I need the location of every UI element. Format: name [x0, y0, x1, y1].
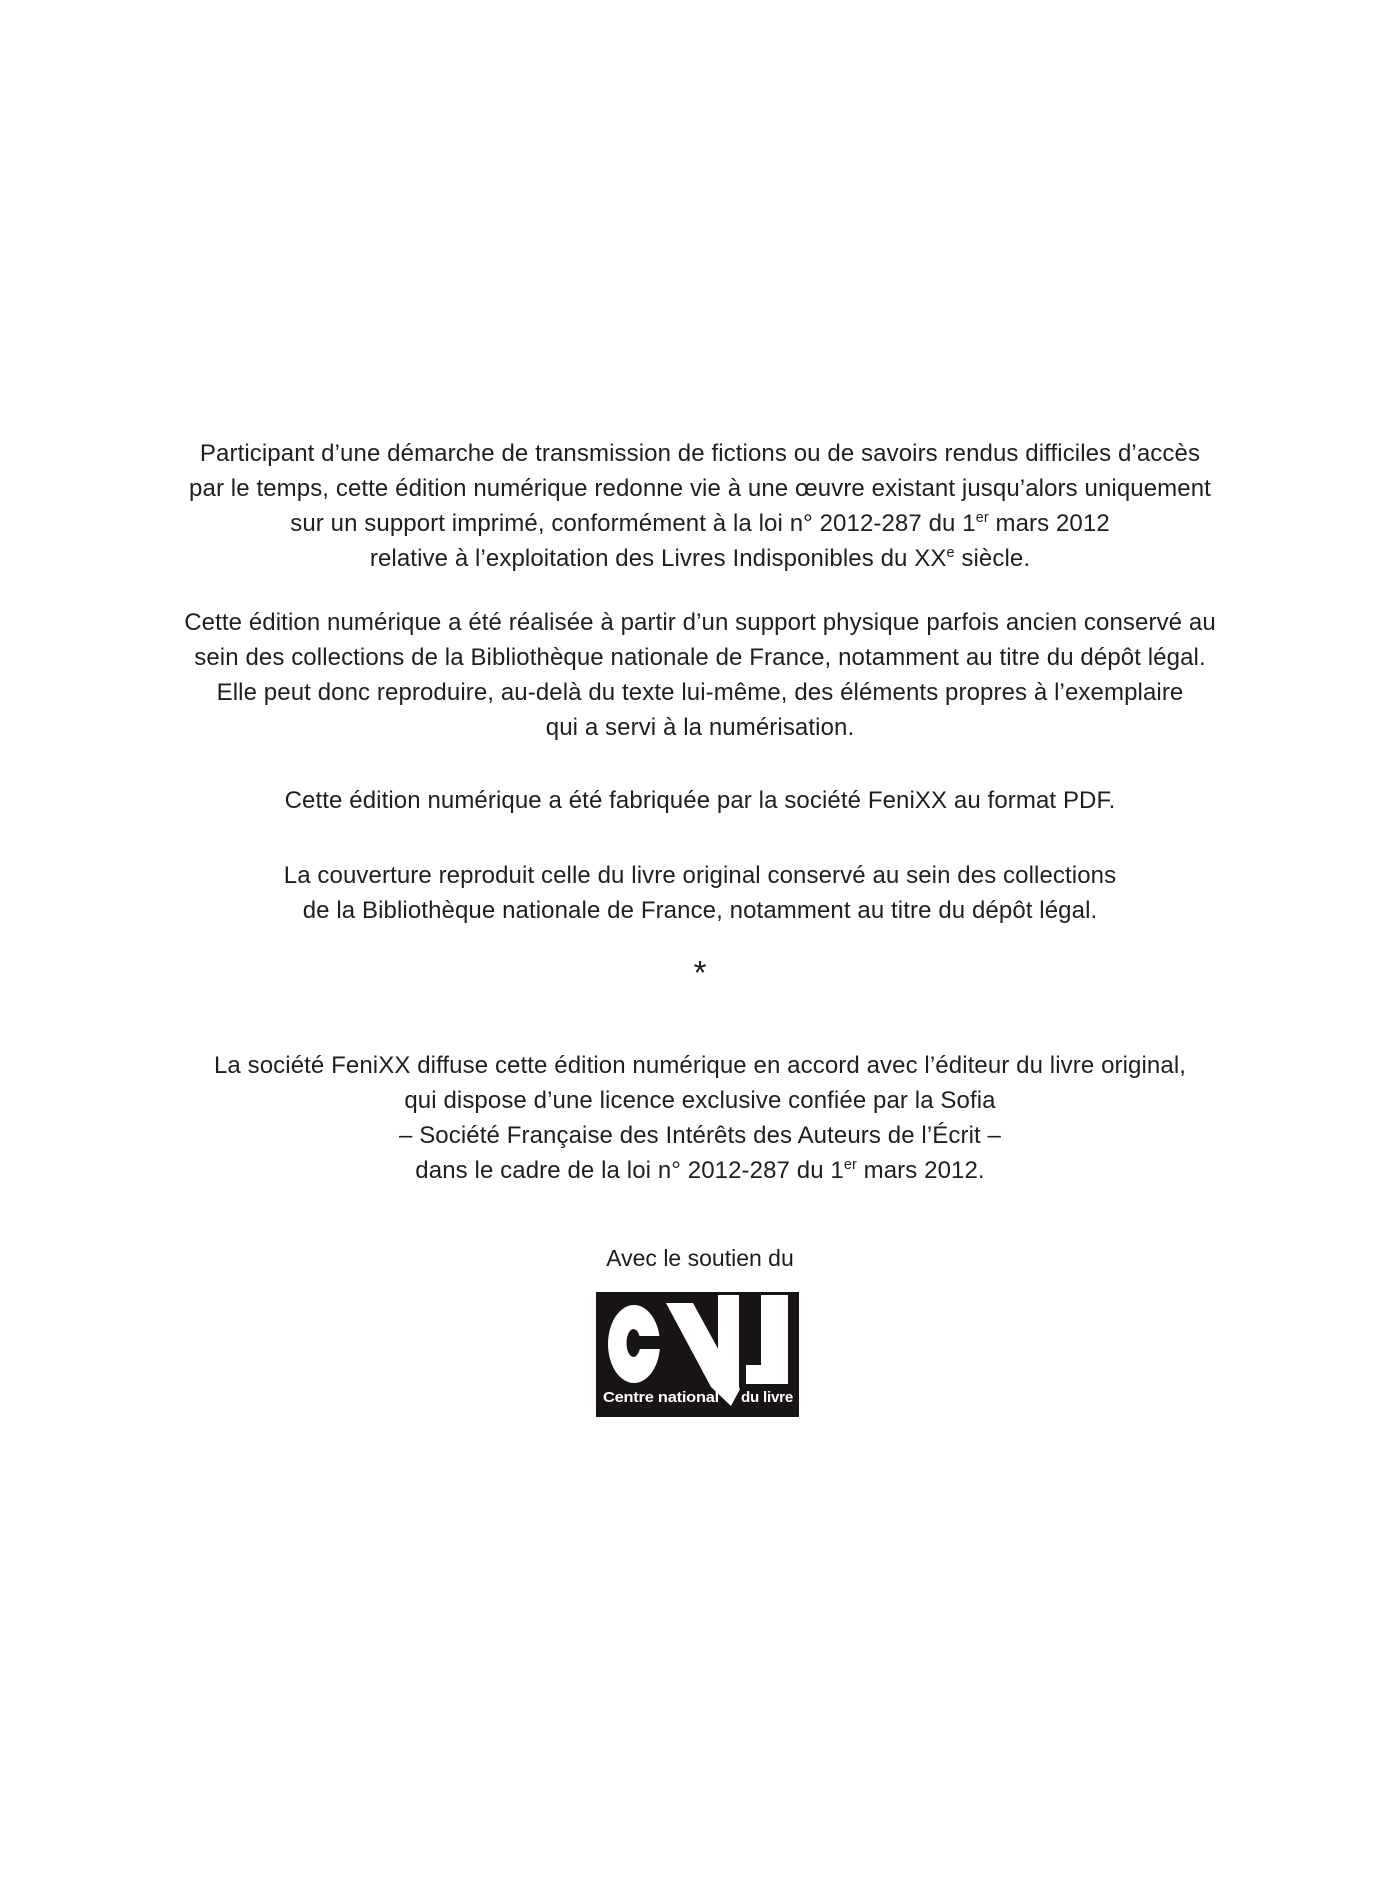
text-line: qui a servi à la numérisation.	[545, 714, 855, 741]
text-line: sein des collections de la Bibliothèque nationale de France, notamment au titre du dépôt légal.	[194, 644, 1206, 671]
cnl-label-centre-national: Centre national	[603, 1389, 720, 1406]
text-line: Cette édition numérique a été fabriquée par la société FeniXX au format PDF.	[284, 787, 1116, 814]
paragraph-transmission	[0, 436, 1400, 576]
text-line: de la Bibliothèque nationale de France, notamment au titre du dépôt légal.	[302, 897, 1098, 924]
text-line: La couverture reproduit celle du livre original conservé au sein des collections	[283, 862, 1117, 889]
paragraph-cover	[0, 858, 1400, 928]
paragraph-fenixx-pdf	[0, 783, 1400, 818]
cnl-label-du-livre: du livre	[741, 1389, 793, 1406]
asterisk-separator: *	[693, 954, 707, 991]
cnl-logo	[596, 1292, 799, 1417]
text-line: relative à l’exploitation des Livres Indisponibles du XXe siècle.	[369, 545, 1031, 572]
text-line: – Société Française des Intérêts des Auteurs de l’Écrit –	[398, 1122, 1001, 1149]
text-line: La société FeniXX diffuse cette édition numérique en accord avec l’éditeur du livre original,	[213, 1052, 1187, 1079]
paragraph-source-bnf	[0, 605, 1400, 745]
text-line: qui dispose d’une licence exclusive confiée par la Sofia	[404, 1087, 996, 1114]
text-line: par le temps, cette édition numérique redonne vie à une œuvre existant jusqu’alors uniquement	[189, 475, 1211, 502]
cnl-letter-c-aperture	[636, 1336, 662, 1349]
paragraph-diffusion-sofia	[0, 1048, 1400, 1188]
text-line: sur un support imprimé, conformément à la loi n° 2012-287 du 1er mars 2012	[290, 510, 1110, 537]
text-line: dans le cadre de la loi n° 2012-287 du 1er mars 2012.	[415, 1157, 985, 1184]
support-caption: Avec le soutien du	[606, 1245, 794, 1271]
text-line: Cette édition numérique a été réalisée à partir d’un support physique parfois ancien conservé au	[184, 609, 1216, 636]
text-line: Elle peut donc reproduire, au-delà du texte lui-même, des éléments propres à l’exemplaire	[216, 679, 1184, 706]
text-line: Participant d’une démarche de transmission de fictions ou de savoirs rendus difficiles d’accès	[199, 440, 1201, 467]
